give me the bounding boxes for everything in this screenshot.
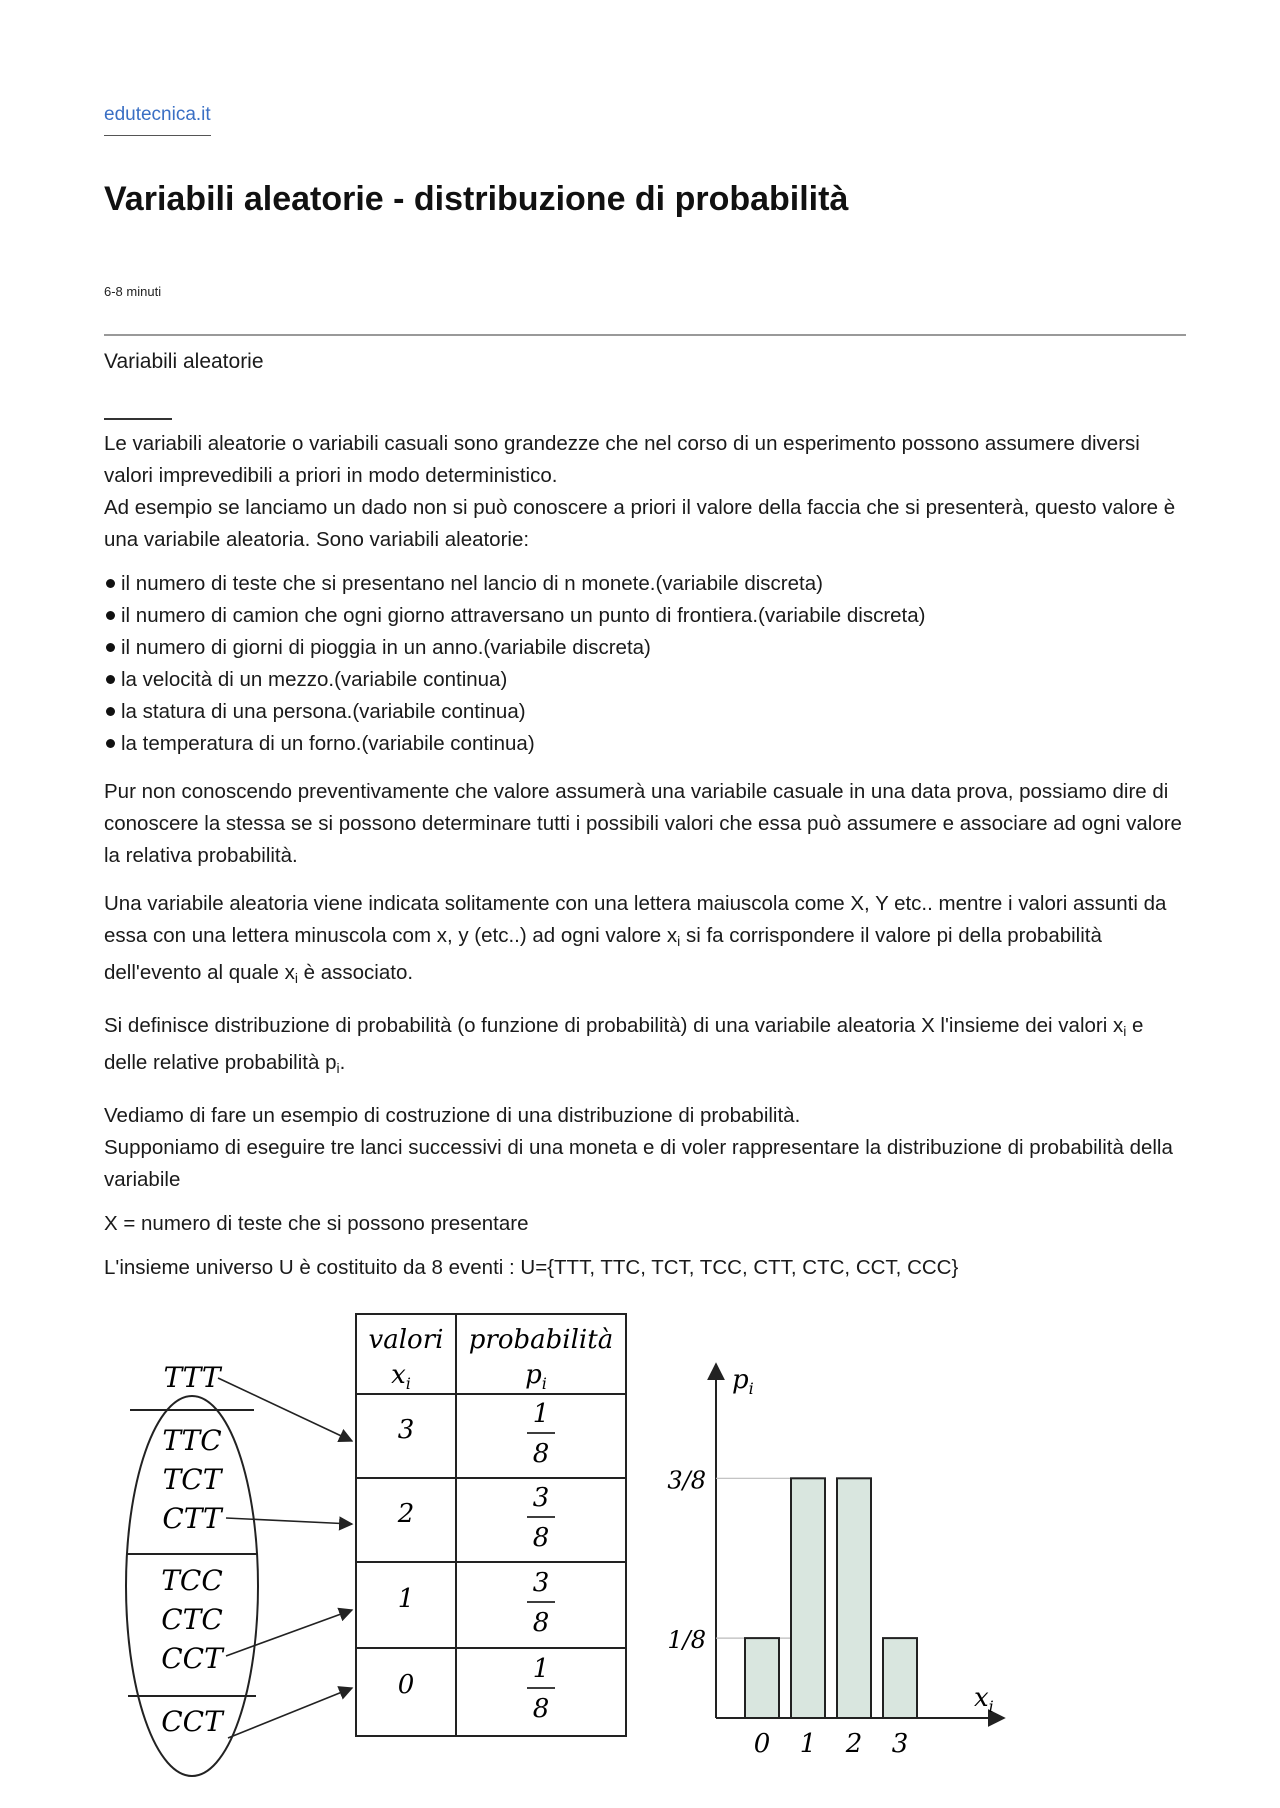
table-prob-num: 3: [532, 1483, 550, 1513]
outcome-label: CTC: [161, 1603, 223, 1636]
svg-text:pi: [732, 1365, 754, 1398]
outcome-label: CCT: [161, 1705, 223, 1738]
definition-paragraph: [104, 1010, 1186, 1084]
list-item: [104, 664, 1186, 696]
figure-svg: [116, 1308, 1028, 1778]
table-prob-num: 1: [532, 1399, 550, 1429]
table-value: 0: [397, 1670, 415, 1700]
outcome-label: CCT: [161, 1642, 223, 1675]
definition-text-c: .: [339, 1051, 346, 1074]
outcome-label: TCT: [162, 1463, 222, 1496]
table-header-x: x: [391, 1360, 406, 1390]
outcome-label: TCC: [161, 1564, 223, 1597]
outcome-ellipse: [126, 1361, 258, 1776]
svg-text:pi: [525, 1360, 547, 1393]
probability-table: [356, 1314, 626, 1736]
bullet-icon: [106, 707, 115, 716]
section-title: Variabili aleatorie: [104, 350, 264, 373]
list-item: [104, 696, 1186, 728]
y-axis-label: p: [732, 1365, 749, 1395]
y-tick-label: 3/8: [667, 1466, 706, 1495]
table-header-p: p: [525, 1360, 542, 1390]
intro-line-2: Ad esempio se lanciamo un dado non si può conoscere a priori il valore della faccia che si presenterà, questo valore è una variabile aleatoria. Sono variabili aleatorie:: [104, 496, 1176, 551]
outcome-label: CTT: [162, 1502, 222, 1535]
bar: [745, 1638, 779, 1718]
list-item-text: il numero di camion che ogni giorno attraversano un punto di frontiera.(variabile discreta): [121, 604, 926, 627]
x-tick-label: 0: [753, 1729, 771, 1759]
table-prob-den: 8: [532, 1439, 550, 1469]
list-item-text: la statura di una persona.(variabile continua): [121, 700, 526, 723]
notation-text-b: si fa corrispondere il valore pi della probabilità dell'evento al quale x: [104, 924, 1102, 984]
site-link[interactable]: edutecnica.it: [104, 104, 211, 136]
subscript: i: [336, 1060, 340, 1076]
bar: [791, 1478, 825, 1718]
bar: [883, 1638, 917, 1718]
notation-paragraph: [104, 888, 1186, 994]
list-item: [104, 632, 1186, 664]
svg-text:xi: [974, 1683, 994, 1716]
subscript: i: [1123, 1023, 1127, 1039]
subscript: i: [748, 1379, 754, 1398]
intro-line-1: Le variabili aleatorie o variabili casuali sono grandezze che nel corso di un esperimento possono assumere diversi valori imprevedibili a priori in modo deterministico.: [104, 432, 1140, 487]
y-tick-label: 1/8: [667, 1626, 706, 1655]
article-body: [104, 428, 1186, 1300]
page-title: Variabili aleatorie - distribuzione di probabilità: [104, 180, 849, 218]
table-header-values: valori: [368, 1325, 444, 1355]
example-line-2: Supponiamo di eseguire tre lanci successivi di una moneta e di voler rappresentare la distribuzione di probabilità della variabile: [104, 1136, 1173, 1191]
table-prob-den: 8: [532, 1694, 550, 1724]
knowing-paragraph: Pur non conoscendo preventivamente che valore assumerà una variabile casuale in una data prova, possiamo dire di conoscere la stessa se si possono determinare tutti i possibili valori che essa può assumere e associare ad ogni valore la relativa probabilità.: [104, 780, 1182, 867]
subscript: i: [988, 1697, 994, 1716]
outcome-label: TTT: [163, 1361, 221, 1394]
distribution-figure: [116, 1308, 1028, 1778]
bullet-icon: [106, 675, 115, 684]
table-value: 3: [397, 1415, 415, 1445]
subscript: i: [294, 970, 298, 986]
table-prob-num: 3: [532, 1568, 550, 1598]
example-line-1: Vediamo di fare un esempio di costruzione di una distribuzione di probabilità.: [104, 1104, 801, 1127]
bullet-icon: [106, 579, 115, 588]
list-item-text: la velocità di un mezzo.(variabile continua): [121, 668, 508, 691]
x-tick-label: 3: [891, 1729, 909, 1759]
universe-paragraph: L'insieme universo U è costituito da 8 eventi : U={TTT, TTC, TCT, TCC, CTT, CTC, CCT, CCC}: [104, 1256, 959, 1279]
examples-list: [104, 568, 1186, 760]
bar: [837, 1478, 871, 1718]
arrow: [226, 1518, 352, 1524]
table-prob-den: 8: [532, 1608, 550, 1638]
table-header-probability: probabilità: [468, 1325, 614, 1355]
example-paragraph: [104, 1100, 1186, 1196]
definition-text-a: Si definisce distribuzione di probabilità (o funzione di probabilità) di una variabile aleatoria X l'insieme dei valori x: [104, 1014, 1124, 1037]
arrow: [226, 1610, 352, 1656]
subscript: i: [405, 1374, 411, 1393]
outcome-label: TTC: [162, 1424, 222, 1457]
list-item-text: il numero di teste che si presentano nel lancio di n monete.(variabile discreta): [121, 572, 823, 595]
chart-marks: [667, 1466, 917, 1759]
bullet-icon: [106, 739, 115, 748]
x-tick-label: 2: [845, 1729, 863, 1759]
x-tick-label: 1: [799, 1729, 817, 1759]
list-item: [104, 600, 1186, 632]
list-item-text: la temperatura di un forno.(variabile continua): [121, 732, 535, 755]
section-underline: [104, 418, 172, 420]
list-item-text: il numero di giorni di pioggia in un anno.(variabile discreta): [121, 636, 651, 659]
definition-text-b: e delle relative probabilità p: [104, 1014, 1144, 1074]
notation-text-a: Una variabile aleatoria viene indicata solitamente con una lettera maiuscola come X, Y etc.. mentre i valori assunti da essa con una lettera minuscola com x, y (etc..) ad ogni valore x: [104, 892, 1167, 947]
x-axis-label: x: [974, 1683, 989, 1713]
reading-time: 6-8 minuti: [104, 284, 162, 299]
bullet-icon: [106, 643, 115, 652]
variable-definition: X = numero di teste che si possono presentare: [104, 1212, 529, 1235]
subscript: i: [677, 933, 681, 949]
list-item: [104, 728, 1186, 760]
table-value: 2: [397, 1499, 415, 1529]
table-prob-den: 8: [532, 1523, 550, 1553]
svg-text:xi: [391, 1360, 411, 1393]
notation-text-c: è associato.: [297, 961, 414, 984]
divider: [104, 334, 1186, 336]
table-prob-num: 1: [532, 1654, 550, 1684]
probability-bar-chart: [667, 1364, 1004, 1759]
mapping-arrows: [218, 1378, 352, 1738]
subscript: i: [541, 1374, 547, 1393]
table-value: 1: [397, 1584, 415, 1614]
list-item: [104, 568, 1186, 600]
intro-paragraph: [104, 428, 1186, 556]
bullet-icon: [106, 611, 115, 620]
